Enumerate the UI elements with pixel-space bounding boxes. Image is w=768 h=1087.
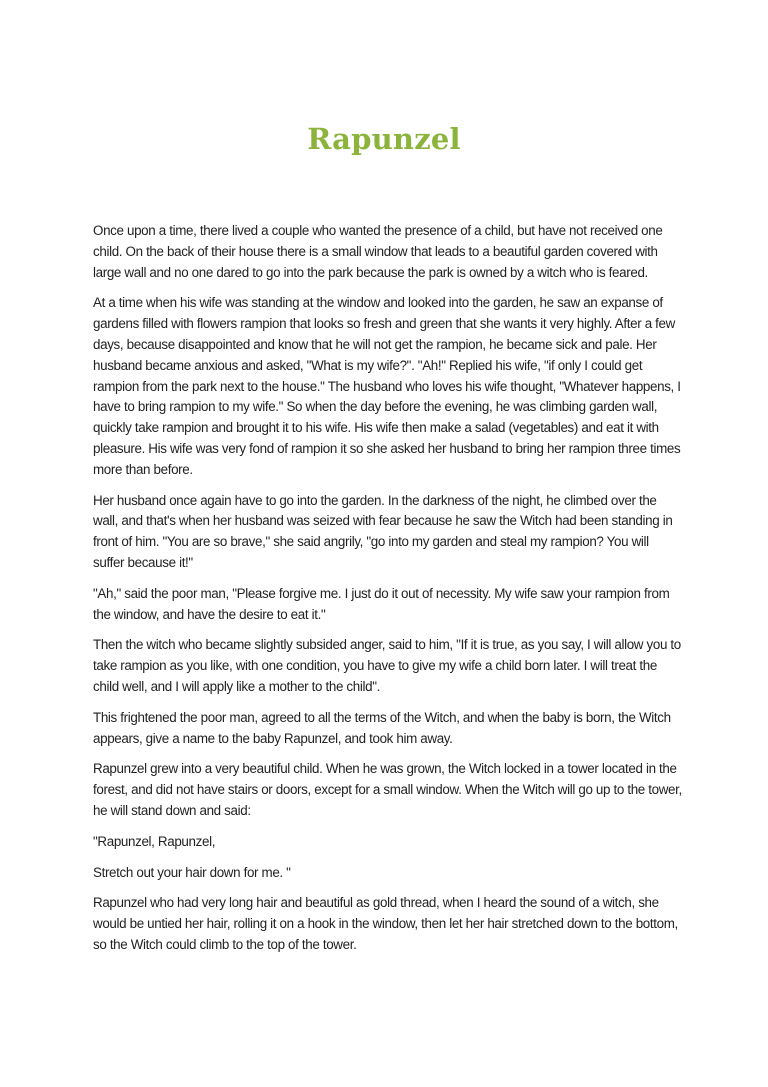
document-body xyxy=(93,221,683,966)
paragraph-6: This frightened the poor man, agreed to all the terms of the Witch, and when the baby is born, the Witch appears, give a name to the baby Rapunzel, and took him away. xyxy=(93,709,671,746)
document-title: Rapunzel xyxy=(307,122,461,156)
paragraph-3: Her husband once again have to go into the garden. In the darkness of the night, he climbed over the wall, and that's when her husband was seized with fear because he saw the Witch had been standing in front of him. "You are so brave," she said angrily, "go into my garden and steal my rampion? You will suffer because it!" xyxy=(93,492,673,570)
paragraph-8: "Rapunzel, Rapunzel, xyxy=(93,833,216,849)
paragraph-1: Once upon a time, there lived a couple who wanted the presence of a child, but have not received one child. On the back of their house there is a small window that leads to a beautiful garden covered with large wall and no one dared to go into the park because the park is owned by a witch who is feared. xyxy=(93,223,663,280)
paragraph-7: Rapunzel grew into a very beautiful child. When he was grown, the Witch locked in a tower located in the forest, and did not have stairs or doors, except for a small window. When the Witch will go up to the tower, he will stand down and said: xyxy=(93,761,682,818)
paragraph-5: Then the witch who became slightly subsided anger, said to him, "If it is true, as you say, I will allow you to take rampion as you like, with one condition, you have to give my wife a child born later. I will treat the child well, and I will apply like a mother to the child". xyxy=(93,637,681,694)
paragraph-10: Rapunzel who had very long hair and beautiful as gold thread, when I heard the sound of a witch, she would be untied her hair, rolling it on a hook in the window, then let her hair stretched down to the bottom, so the Witch could climb to the top of the tower. xyxy=(93,895,678,952)
paragraph-2: At a time when his wife was standing at the window and looked into the garden, he saw an expanse of gardens filled with flowers rampion that looks so fresh and green that she wants it very highly. After a few days, because disappointed and know that he will not get the rampion, he became sick and pale. Her husband became anxious and asked, "What is my wife?". "Ah!" Replied his wife, "if only I could get rampion from the park next to the house." The husband who loves his wife thought, "Whatever happens, I have to bring rampion to my wife." So when the day before the evening, he was climbing garden wall, quickly take rampion and brought it to his wife. His wife then make a salad (vegetables) and eat it with pleasure. His wife was very fond of rampion it so she asked her husband to bring her rampion three times more than before. xyxy=(93,295,681,477)
paragraph-9: Stretch out your hair down for me. " xyxy=(93,864,291,880)
paragraph-4: "Ah," said the poor man, "Please forgive me. I just do it out of necessity. My wife saw your rampion from the window, and have the desire to eat it." xyxy=(93,585,670,622)
